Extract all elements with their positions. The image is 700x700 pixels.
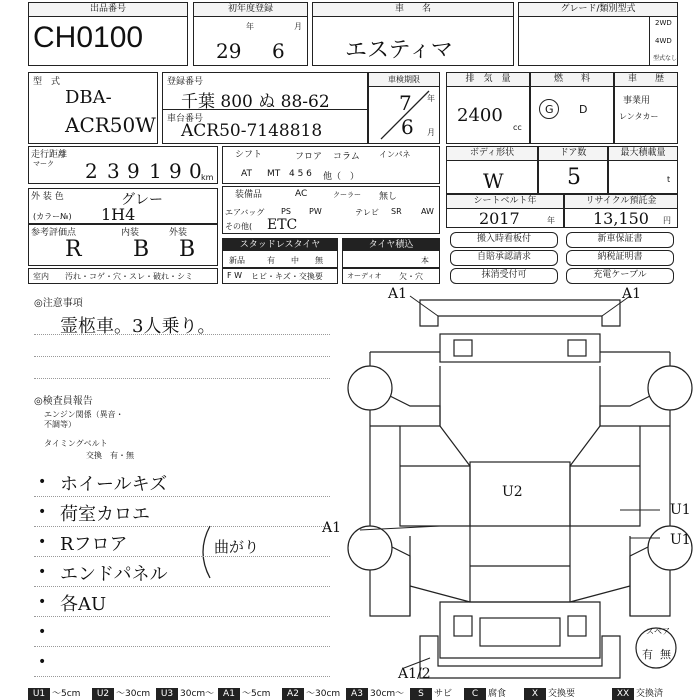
- legend-code: U2: [92, 688, 114, 700]
- reg-value: 千葉 800 ぬ 88-62: [181, 92, 330, 112]
- inspector-item-1: 荷室カロエ: [60, 504, 150, 525]
- interior-cond-items: 汚れ・コゲ・穴・スレ・破れ・シミ: [65, 272, 193, 281]
- grade-none: 型式なし: [653, 55, 678, 62]
- inspection-y-unit: 年: [427, 94, 435, 103]
- recycle-unit: 円: [663, 216, 671, 225]
- seatbelt-box: [446, 194, 564, 228]
- equip-pw: PW: [309, 207, 322, 216]
- recycle-box: [564, 194, 678, 228]
- interior-cond-box: [28, 268, 218, 284]
- grade-label: グレード/類別型式: [519, 3, 677, 17]
- grade-2wd: 2WD: [655, 19, 672, 27]
- seatbelt-label: シートベルト年: [447, 195, 563, 209]
- inspector-item-2: Rフロア: [60, 534, 128, 555]
- spare-label: スペア: [646, 627, 670, 636]
- grade-box: [518, 2, 678, 66]
- equip-none: 無し: [379, 192, 398, 202]
- color-value: グレー: [121, 192, 163, 208]
- lot-number: CH0100: [33, 21, 144, 54]
- recycle-label: リサイクル預託金: [565, 195, 677, 209]
- equipment-box: [222, 186, 440, 234]
- legend-code: S: [410, 688, 432, 700]
- equipment-label: 装備品: [235, 190, 263, 200]
- model-label: 型 式: [33, 77, 61, 87]
- inspector-item-0: ホイールキズ: [60, 474, 168, 495]
- inspector-timing: タイミングベルト: [44, 439, 108, 448]
- spare-no: 無: [660, 648, 671, 661]
- inspection-month: 6: [401, 115, 414, 139]
- equip-aw: AW: [421, 207, 434, 216]
- bullet: •: [38, 654, 47, 670]
- capacity-box: [608, 146, 678, 194]
- usage-rental: レンタカー: [619, 112, 659, 121]
- first-reg-label: 初年度登録: [194, 3, 307, 17]
- diag-u1-r2: U1: [670, 532, 691, 548]
- inspector-item-3: エンドパネル: [60, 564, 168, 585]
- diag-a1-u2: A1/2: [398, 666, 431, 682]
- doors-value: 5: [567, 165, 581, 190]
- tire-count-box: [342, 238, 440, 268]
- rule-line: [34, 334, 330, 335]
- equip-airbag: エアバッグ: [225, 208, 265, 217]
- studless-no: 無: [315, 256, 323, 265]
- diag-a1-l: A1: [322, 520, 342, 536]
- color-code-label: (カラー№): [33, 212, 72, 221]
- chassis-label: 車台番号: [167, 114, 204, 124]
- rule-line: [34, 556, 330, 557]
- displacement-box: [446, 72, 530, 144]
- notes-text: 霊柩車。3人乗り。: [60, 316, 216, 337]
- grades-interior: B: [133, 237, 150, 262]
- lot-label: 出品番号: [29, 3, 187, 17]
- doors-box: [538, 146, 608, 194]
- capacity-unit: t: [667, 175, 671, 184]
- interior-cond-label: 室内: [33, 272, 49, 281]
- color-code: 1H4: [101, 205, 136, 224]
- displacement-label: 排 気 量: [447, 73, 529, 87]
- doors-label: ドア数: [539, 147, 607, 161]
- first-reg-month: 6: [272, 39, 285, 63]
- diag-a1-tr: A1: [622, 286, 642, 302]
- inspection-year: 7: [399, 91, 412, 115]
- rule-line: [34, 356, 330, 357]
- bullet: •: [38, 534, 47, 550]
- model-value: ACR50W: [65, 113, 156, 137]
- mileage-box: [28, 146, 218, 184]
- color-label: 外 装 色: [31, 192, 64, 202]
- mileage-d3: 1: [149, 159, 162, 183]
- bullet: •: [38, 474, 47, 490]
- doc-pill-1: 新車保証書: [566, 232, 674, 248]
- legend-desc: ～30cm: [116, 689, 151, 699]
- notes-label: ◎注意事項: [34, 298, 83, 309]
- equip-tv: テレビ: [355, 208, 379, 217]
- grade-divider: [649, 16, 650, 66]
- displacement-unit: cc: [513, 123, 522, 132]
- equip-ac: AC: [295, 189, 308, 199]
- grades-interior-label: 内装: [121, 228, 140, 238]
- car-name-label: 車 名: [313, 3, 513, 17]
- audio-label: オーディオ: [347, 272, 382, 280]
- legend-code: X: [524, 688, 546, 700]
- legend-desc: 腐食: [488, 689, 507, 699]
- legend-desc: ～5cm: [52, 689, 81, 699]
- spare-yes: 有: [642, 648, 653, 661]
- rule-line: [34, 586, 330, 587]
- fw-label: F W: [227, 271, 243, 280]
- reg-label: 登録番号: [167, 77, 204, 87]
- rule-line: [34, 676, 330, 677]
- legend-code: C: [464, 688, 486, 700]
- rule-line: [34, 378, 330, 379]
- car-name-value: エスティマ: [345, 38, 453, 63]
- grades-label: 参考評価点: [31, 228, 77, 238]
- doc-pill-0: 搬入時看板付: [450, 232, 558, 248]
- mileage-d0: 2: [85, 159, 98, 183]
- audio-box: [342, 268, 440, 284]
- seatbelt-value: 2017: [479, 209, 520, 228]
- diag-a1-tl: A1: [388, 286, 408, 302]
- fuel-d: D: [579, 103, 588, 116]
- bullet: •: [38, 504, 47, 520]
- shift-at: AT: [241, 169, 252, 179]
- shift-mt: MT: [267, 169, 281, 179]
- mileage-unit: km: [201, 173, 214, 182]
- model-prefix: DBA-: [65, 87, 112, 108]
- shift-inpane: インパネ: [379, 150, 411, 159]
- inspector-label: ◎検査員報告: [34, 396, 93, 407]
- chassis-value: ACR50-7148818: [181, 121, 323, 141]
- fuel-box: [530, 72, 614, 144]
- fw-box: [222, 268, 338, 284]
- usage-label: 車 歴: [615, 73, 677, 87]
- body-type-box: [446, 146, 538, 194]
- displacement-value: 2400: [457, 105, 503, 126]
- diag-u2: U2: [502, 484, 523, 500]
- lot-box: [28, 2, 188, 66]
- reg-box: [162, 72, 368, 144]
- recycle-value: 13,150: [593, 209, 649, 228]
- usage-business: 事業用: [623, 96, 651, 106]
- grades-exterior-label: 外装: [169, 228, 188, 238]
- equip-other-value: ETC: [267, 217, 298, 233]
- shift-column: コラム: [333, 152, 360, 162]
- legend-bar: [28, 688, 700, 700]
- grades-overall: R: [65, 237, 82, 262]
- legend-code: A3: [346, 688, 368, 700]
- diag-u1-r1: U1: [670, 502, 691, 518]
- equip-ps: PS: [281, 207, 291, 216]
- inspector-exchange: 交換 有・無: [86, 451, 134, 460]
- studless-mid: 中: [291, 256, 299, 265]
- inspection-box: [368, 72, 440, 144]
- model-box: [28, 72, 158, 144]
- legend-desc: サビ: [434, 689, 453, 699]
- doc-pill-3: 納税証明書: [566, 250, 674, 266]
- body-type-label: ボディ形状: [447, 147, 537, 161]
- doc-pill-5: 充電ケーブル: [566, 268, 674, 284]
- audio-items: 欠・穴: [399, 272, 423, 281]
- body-type-value: W: [483, 169, 504, 193]
- tire-count-label: タイヤ積込: [343, 239, 439, 251]
- grades-box: [28, 224, 218, 266]
- fuel-label: 燃 料: [531, 73, 613, 87]
- rule-line: [34, 526, 330, 527]
- shift-box: [222, 146, 440, 184]
- equip-sr: SR: [391, 207, 402, 216]
- equip-cooler: クーラー: [333, 191, 361, 199]
- color-box: [28, 188, 218, 224]
- mileage-label: 走行距離: [31, 150, 68, 160]
- mileage-d4: 9: [169, 159, 182, 183]
- inspection-label: 車検期限: [369, 73, 439, 87]
- mileage-d1: 3: [107, 159, 120, 183]
- shift-label: シフト: [235, 150, 263, 160]
- legend-desc: 30cm～: [180, 689, 215, 699]
- seatbelt-unit: 年: [547, 216, 555, 225]
- reg-divider: [163, 109, 367, 110]
- grades-exterior: B: [179, 237, 196, 262]
- capacity-label: 最大積載量: [609, 147, 677, 161]
- shift-other: 他（ ）: [323, 172, 360, 182]
- fw-items: ヒビ・キズ・交換要: [251, 272, 323, 281]
- bullet: •: [38, 564, 47, 580]
- doc-pill-2: 自賠承認請求: [450, 250, 558, 266]
- mileage-d5: 0: [189, 159, 202, 183]
- inspector-item-4: 各AU: [60, 594, 107, 615]
- tire-count-unit: 本: [421, 256, 429, 265]
- first-reg-month-unit: 月: [294, 22, 302, 31]
- bullet: •: [38, 594, 47, 610]
- legend-code: XX: [612, 688, 634, 700]
- rule-line: [34, 616, 330, 617]
- shift-floor: フロア: [295, 152, 323, 162]
- legend-desc: ～5cm: [242, 689, 271, 699]
- studless-label: スタッドレスタイヤ: [223, 239, 337, 251]
- legend-code: A2: [282, 688, 304, 700]
- legend-code: U3: [156, 688, 178, 700]
- first-reg-year: 29: [216, 39, 242, 63]
- legend-desc: 交換済: [636, 689, 664, 699]
- rule-line: [34, 646, 330, 647]
- studless-box: [222, 238, 338, 268]
- legend-desc: ～30cm: [306, 689, 341, 699]
- legend-desc: 30cm～: [370, 689, 405, 699]
- studless-new: 新品: [229, 256, 245, 265]
- rule-line: [34, 496, 330, 497]
- grade-4wd: 4WD: [655, 37, 672, 45]
- legend-code: A1: [218, 688, 240, 700]
- bracket-mark: [192, 524, 214, 580]
- equip-other-label: その他(: [225, 222, 253, 231]
- bullet: •: [38, 624, 47, 640]
- inspector-bent: 曲がり: [214, 538, 260, 556]
- mileage-mark: マーク: [33, 160, 54, 168]
- studless-yes: 有: [267, 256, 275, 265]
- legend-code: U1: [28, 688, 50, 700]
- first-reg-box: [193, 2, 308, 66]
- doc-pill-4: 抹消受付可: [450, 268, 558, 284]
- car-name-box: [312, 2, 514, 66]
- legend-desc: 交換要: [548, 689, 576, 699]
- inspection-cross-mark: [373, 87, 437, 143]
- shift-speeds: 4 5 6: [289, 169, 312, 179]
- mileage-d2: 9: [127, 159, 140, 183]
- inspector-engine: エンジン関係（異音・不調等）: [44, 410, 124, 429]
- usage-box: [614, 72, 678, 144]
- fuel-g: G: [545, 103, 554, 116]
- first-reg-year-unit: 年: [246, 22, 254, 31]
- inspection-m-unit: 月: [427, 128, 435, 137]
